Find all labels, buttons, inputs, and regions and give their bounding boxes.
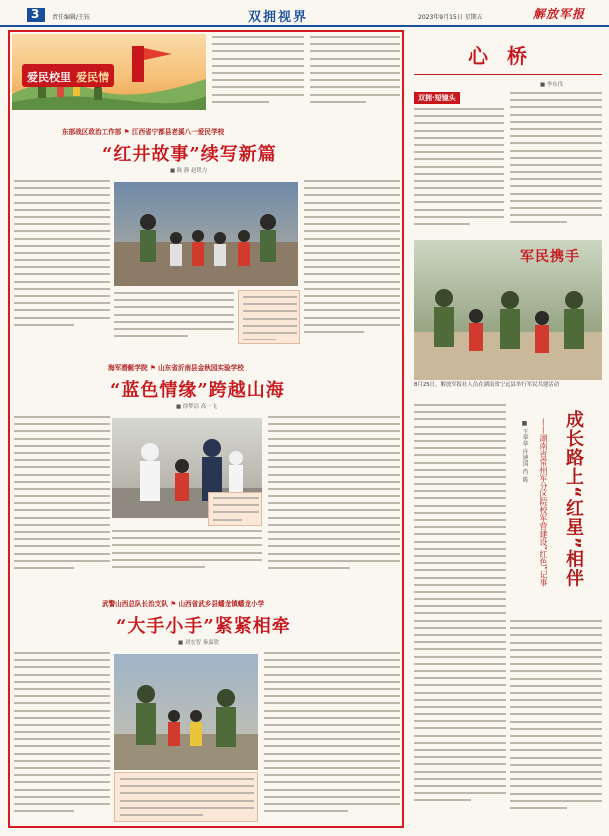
article-1-photo: [114, 182, 298, 286]
article-1-text-col-3: [304, 180, 400, 344]
article-3-caption-box: [114, 772, 258, 822]
heart-column-title: 心 桥: [468, 44, 533, 68]
page-header: [0, 0, 609, 26]
header-rule: [0, 25, 609, 27]
article-2-text-col-3: [268, 416, 400, 578]
article-2-kicker-b: 山东省沂南县金秋园实验学校: [158, 364, 244, 372]
article-1-byline: ■ 陈 静 赵铁力: [170, 168, 208, 174]
article-2-text-col-1: [14, 416, 110, 578]
big-vertical-title: 成长路上“红星”相伴: [563, 410, 584, 588]
section-title: 双拥视界: [248, 10, 309, 25]
article-3-kicker: [102, 598, 372, 608]
article-1-text-col-1: [14, 180, 110, 340]
flag-icon: ⚑: [123, 128, 130, 136]
page-number: 3: [31, 7, 40, 21]
photo-caption: 8月25日，解放军报社人员在湖南省宁远县举行军民共建活动: [414, 382, 560, 388]
article-1-kicker-a: 东部战区政治工作部: [62, 128, 122, 136]
flag-icon: ⚑: [170, 600, 177, 608]
article-3-kicker-b: 山西省武乡县蟠龙镇蟠龙小学: [178, 600, 265, 608]
article-3-text-col-1: [14, 652, 110, 822]
right-body-col-1: [414, 404, 506, 824]
article-2-text-col-2: [112, 530, 262, 578]
column-tag: [414, 92, 460, 104]
heart-text-col-1: [414, 108, 504, 232]
big-vertical-byline: ■ 王华华 许建国 肖 陈: [521, 420, 528, 483]
heart-text-col-2: [510, 92, 602, 232]
banner-title-a: 爱民校里: [27, 71, 71, 84]
flag-icon: ⚑: [149, 364, 156, 372]
intro-text-col-1: [212, 36, 304, 110]
article-3-photo: [114, 654, 258, 770]
article-1-caption-box: [238, 290, 300, 344]
article-3-title: “大手小手”紧紧相牵: [116, 616, 291, 637]
article-2-byline: ■ 徐梦洁 高一飞: [176, 404, 217, 410]
article-2-title: “蓝色情缘”跨越山海: [110, 380, 285, 401]
article-2-kicker-a: 海军潜艇学院: [108, 364, 148, 372]
article-3-kicker-a: 武警山西总队长治支队: [102, 600, 168, 608]
article-3-byline: ■ 刘宏智 秦嘉欣: [178, 640, 219, 646]
banner-title: [22, 64, 114, 87]
heart-column-author: ■ 李东伐: [540, 82, 563, 88]
editor-label: 责任编辑/王钰: [52, 14, 91, 21]
photo-banner: 军民携手: [520, 249, 580, 265]
article-1-text-col-2: [114, 292, 234, 344]
column-tag-label: 双拥·短镜头: [418, 94, 456, 102]
banner-title-b: 爱民情: [76, 71, 110, 84]
masthead-logo: 解放军报: [533, 7, 586, 21]
article-1-title: “红井故事”续写新篇: [102, 144, 277, 165]
heart-title-rule: [414, 74, 602, 75]
intro-text-col-2: [310, 36, 400, 110]
big-vertical-subtitle: ——湖南省常州军分区院校军营建设“红色”记事: [539, 418, 548, 587]
article-1-kicker: [62, 126, 362, 136]
article-2-kicker: [108, 362, 368, 372]
article-3-text-col-2: [264, 652, 400, 822]
issue-date: 2023年9月15日 星期五: [418, 14, 483, 21]
article-2-caption-box: [208, 492, 262, 526]
right-body-col-2: [510, 620, 602, 824]
article-1-kicker-b: 江西省宁都县老溪八一爱民学校: [131, 128, 225, 136]
